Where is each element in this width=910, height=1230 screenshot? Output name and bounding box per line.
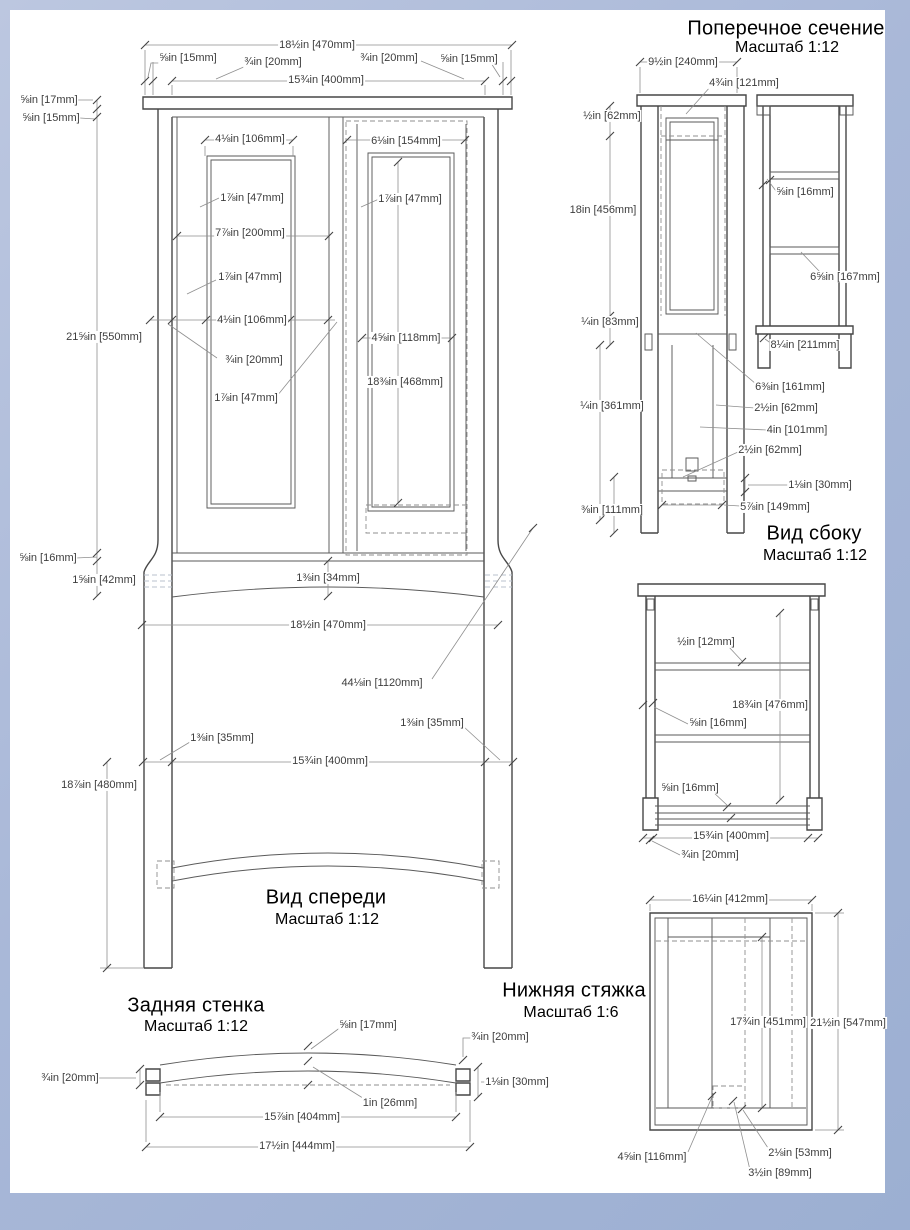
dimension-label: 4⅛in [106mm]: [215, 132, 285, 145]
dimension-label: 21½in [547mm]: [810, 1016, 886, 1029]
dimension-label: 6⅝in [167mm]: [810, 270, 880, 283]
dimension-label: 16¼in [412mm]: [692, 892, 768, 905]
dimension-label: ⅝in [17mm]: [20, 93, 78, 106]
dimension-label: 17¾in [451mm]: [730, 1015, 806, 1028]
dimension-label: 1⅛in [30mm]: [485, 1075, 549, 1088]
dimension-label: 18in [456mm]: [569, 203, 637, 216]
dimension-label: ¾in [20mm]: [41, 1071, 99, 1084]
view-title-back-panel: Задняя стенка: [127, 994, 265, 1017]
dimension-label: 4⅝in [118mm]: [371, 331, 441, 344]
dimension-label: 18⅞in [480mm]: [61, 778, 137, 791]
view-scale-side: Масштаб 1:12: [762, 547, 868, 564]
dimension-label: 9½in [240mm]: [648, 55, 718, 68]
dimension-label: 1⅛in [30mm]: [788, 478, 852, 491]
dimension-label: 6⅛in [154mm]: [371, 134, 441, 147]
dimension-label: 21⅝in [550mm]: [66, 330, 142, 343]
dimension-label: ¾in [20mm]: [225, 353, 283, 366]
dimension-label: ¼in [83mm]: [581, 315, 639, 328]
dimension-label: 1in [26mm]: [362, 1096, 418, 1109]
dimension-label: ⅝in [15mm]: [440, 52, 498, 65]
dimension-label: 1⅜in [35mm]: [400, 716, 464, 729]
dimension-label: 2½in [62mm]: [754, 401, 818, 414]
view-scale-bottom-tie: Масштаб 1:6: [523, 1004, 619, 1021]
dimension-label: 15¾in [400mm]: [693, 829, 769, 842]
dimension-label: ¼in [361mm]: [580, 399, 644, 412]
dimension-label: ⅝in [17mm]: [339, 1018, 397, 1031]
dimension-label: ½in [12mm]: [677, 635, 735, 648]
dimension-label: 15¾in [400mm]: [288, 73, 364, 86]
dimension-label: 18¾in [476mm]: [732, 698, 808, 711]
dimension-label: 4¾in [121mm]: [709, 76, 779, 89]
dimension-label: 1⅞in [47mm]: [220, 191, 284, 204]
dimension-label: 2⅛in [53mm]: [768, 1146, 832, 1159]
view-title-side: Вид сбоку: [766, 522, 862, 545]
dimension-label: ⅝in [15mm]: [22, 111, 80, 124]
dimension-label: 6⅜in [161mm]: [755, 380, 825, 393]
dimension-label: 18½in [470mm]: [290, 618, 366, 631]
dimension-label: ¾in [20mm]: [244, 55, 302, 68]
dimension-label: 1⅜in [34mm]: [296, 571, 360, 584]
dimension-label: 7⅞in [200mm]: [215, 226, 285, 239]
dimension-label: ¾in [20mm]: [471, 1030, 529, 1043]
dimension-label: 1⅝in [42mm]: [72, 573, 136, 586]
view-scale-cross-section: Масштаб 1:12: [734, 39, 840, 56]
dimension-label: 18⅜in [468mm]: [367, 375, 443, 388]
dimension-label: ⅝in [15mm]: [159, 51, 217, 64]
dimension-label: 17½in [444mm]: [259, 1139, 335, 1152]
dimension-label: ¾in [20mm]: [681, 848, 739, 861]
dimension-label: 4⅛in [106mm]: [217, 313, 287, 326]
dimension-label: ⅜in [111mm]: [581, 503, 643, 516]
view-title-front: Вид спереди: [265, 886, 387, 909]
dimension-label: 18½in [470mm]: [279, 38, 355, 51]
view-title-bottom-tie: Нижняя стяжка: [502, 979, 646, 1002]
dimension-label: 5⅞in [149mm]: [740, 500, 810, 513]
dimension-label: ⅝in [16mm]: [661, 781, 719, 794]
dimension-label: 3½in [89mm]: [748, 1166, 812, 1179]
dimension-label: 1⅞in [47mm]: [214, 391, 278, 404]
dimension-label: 44⅛in [1120mm]: [341, 676, 423, 689]
dimension-label: 4in [101mm]: [766, 423, 828, 436]
dimension-label: ⅝in [16mm]: [19, 551, 77, 564]
dimension-label: 4⅝in [116mm]: [617, 1150, 687, 1163]
view-scale-front: Масштаб 1:12: [274, 911, 380, 928]
view-scale-back-panel: Масштаб 1:12: [143, 1018, 249, 1035]
dimension-label: ⅝in [16mm]: [776, 185, 834, 198]
dimension-label: 1⅞in [47mm]: [218, 270, 282, 283]
dimension-label: ½in [62mm]: [583, 109, 641, 122]
dimension-label: 1⅞in [47mm]: [378, 192, 442, 205]
view-title-cross-section: Поперечное сечение: [687, 17, 885, 40]
dimension-label: ⅝in [16mm]: [689, 716, 747, 729]
dimension-label: 2½in [62mm]: [738, 443, 802, 456]
dimension-label: 8¼in [211mm]: [770, 338, 840, 351]
dimension-label: 1⅜in [35mm]: [190, 731, 254, 744]
dimension-label: ¾in [20mm]: [360, 51, 418, 64]
dimension-label: 15¾in [400mm]: [292, 754, 368, 767]
dimension-label: 15⅞in [404mm]: [264, 1110, 340, 1123]
